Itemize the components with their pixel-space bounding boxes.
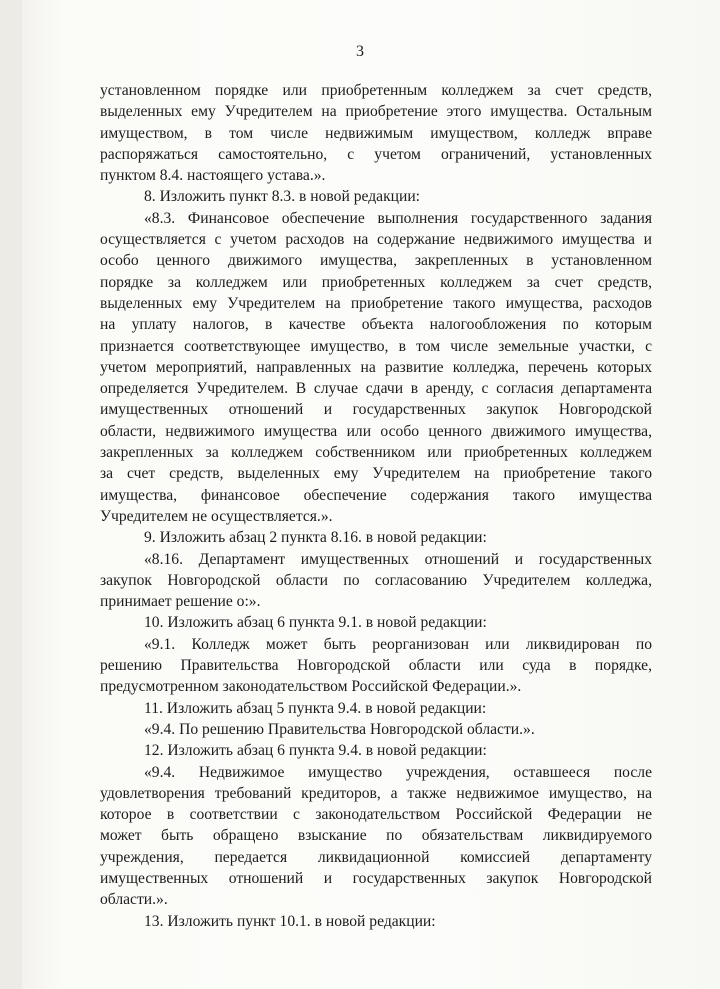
text-line: имуществом, в том числе недвижимым имуществом, колледж вправе — [100, 124, 652, 142]
text-line: Учредителем не осуществляется.». — [100, 507, 333, 525]
text-line: принимает решение о:». — [100, 593, 261, 611]
text-line: которое в соответствии с законодательством Российской Федерации не — [100, 806, 652, 824]
text-line: имущественных отношений и государственных закупок Новгородской — [100, 401, 652, 419]
text-line: выделенных ему Учредителем на приобретение этого имущества. Остальным — [100, 103, 652, 121]
text-line: выделенных ему Учредителем на приобретение такого имущества, расходов — [100, 294, 652, 312]
text-line: предусмотренном законодательством Российской Федерации.». — [100, 678, 522, 696]
text-line: «8.16. Департамент имущественных отношений и государственных — [144, 550, 652, 568]
text-line: имущества, финансовое обеспечение содержания такого имущества — [100, 486, 652, 504]
text-line: решению Правительства Новгородской области или суда в порядке, — [100, 657, 652, 675]
text-line: учетом мероприятий, направленных на развитие колледжа, перечень которых — [100, 358, 652, 376]
text-line: особо ценного движимого имущества, закрепленных в установленном — [100, 252, 652, 270]
text-line: имущественных отношений и государственных закупок Новгородской — [100, 869, 652, 887]
text-line: может быть обращено взыскание по обязательствам ликвидируемого — [100, 827, 652, 845]
text-line: признается соответствующее имущество, в том числе земельные участки, с — [100, 337, 652, 355]
text-line: 12. Изложить абзац 6 пункта 9.4. в новой редакции: — [144, 742, 487, 760]
text-line: «9.1. Колледж может быть реорганизован или ликвидирован по — [144, 635, 652, 653]
text-line: 8. Изложить пункт 8.3. в новой редакции: — [144, 188, 421, 206]
document-body — [100, 80, 652, 932]
text-line: на уплату налогов, в качестве объекта налогообложения по которым — [100, 316, 652, 334]
text-line: закупок Новгородской области по согласованию Учредителем колледжа, — [100, 571, 652, 589]
text-line: 10. Изложить абзац 6 пункта 9.1. в новой редакции: — [144, 614, 487, 632]
text-line: 13. Изложить пункт 10.1. в новой редакции: — [144, 912, 436, 930]
text-line: «8.3. Финансовое обеспечение выполнения государственного задания — [144, 209, 652, 227]
text-line: «9.4. Недвижимое имущество учреждения, оставшееся после — [144, 763, 652, 781]
text-line: за счет средств, выделенных ему Учредителем на приобретение такого — [100, 465, 652, 483]
text-line: удовлетворения требований кредиторов, а также недвижимое имущество, на — [100, 784, 652, 802]
text-line: закрепленных за колледжем собственником или приобретенных колледжем — [100, 444, 652, 462]
text-line: учреждения, передается ликвидационной комиссией департаменту — [100, 848, 652, 866]
text-line: осуществляется с учетом расходов на содержание недвижимого имущества и — [100, 231, 652, 249]
text-line: установленном порядке или приобретенным колледжем за счет средств, — [100, 82, 652, 99]
text-line: распоряжаться самостоятельно, с учетом ограничений, установленных — [100, 145, 652, 163]
text-line: пунктом 8.4. настоящего устава.». — [100, 167, 326, 185]
page-number: 3 — [356, 43, 364, 60]
text-line: определяется Учредителем. В случае сдачи в аренду, с согласия департамента — [100, 380, 652, 398]
text-line: 9. Изложить абзац 2 пункта 8.16. в новой редакции: — [144, 529, 487, 547]
text-line: «9.4. По решению Правительства Новгородской области.». — [144, 720, 535, 738]
text-line: области, недвижимого имущества или особо ценного движимого имущества, — [100, 422, 652, 440]
text-line: 11. Изложить абзац 5 пункта 9.4. в новой редакции: — [144, 699, 487, 717]
text-line: порядке за колледжем или приобретенных колледжем за счет средств, — [100, 273, 652, 291]
text-line: области.». — [100, 891, 168, 909]
